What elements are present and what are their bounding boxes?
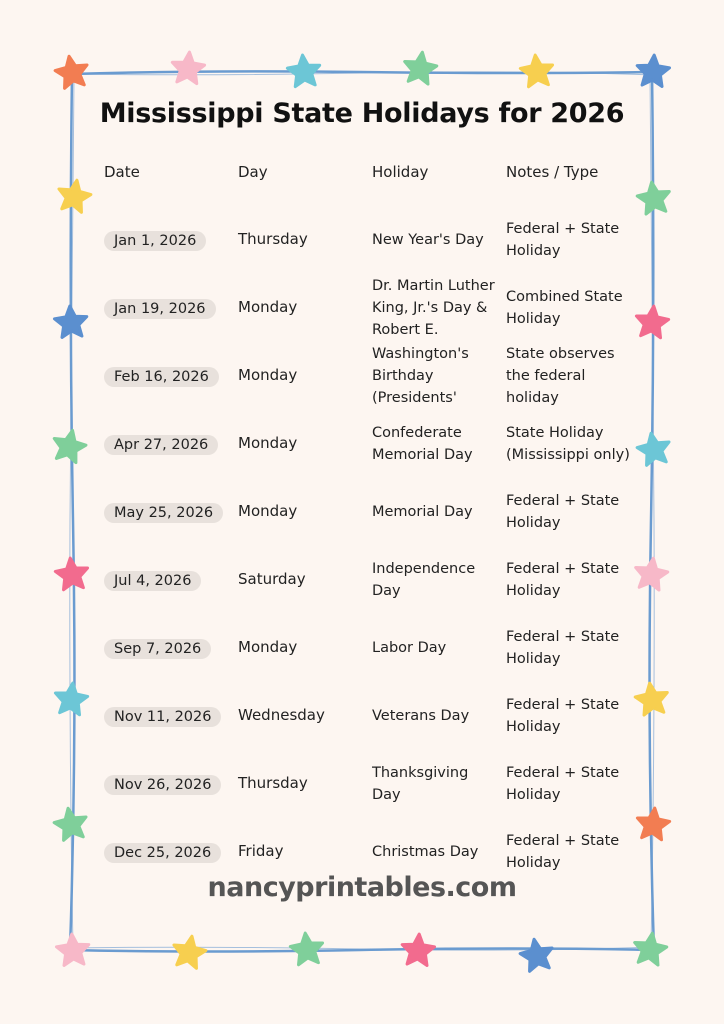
table-row (0, 346, 724, 406)
table-row (0, 686, 724, 746)
notes-cell (506, 754, 630, 814)
notes-text: Combined State Holiday (506, 289, 623, 327)
holiday-name: Memorial Day (372, 504, 473, 520)
day-cell: Saturday (238, 570, 306, 588)
date-pill: Jul 4, 2026 (104, 571, 201, 591)
table-row (0, 210, 724, 270)
table-row (0, 550, 724, 610)
holiday-cell (372, 686, 500, 746)
star-icon (289, 931, 324, 965)
table-row (0, 414, 724, 474)
date-pill: Jan 1, 2026 (104, 231, 206, 251)
holiday-name: Labor Day (372, 640, 447, 656)
star-icon (402, 50, 438, 85)
notes-cell (506, 346, 630, 406)
star-icon (56, 177, 93, 213)
day-cell: Thursday (238, 230, 308, 248)
date-pill: Dec 25, 2026 (104, 843, 221, 863)
page-title: Mississippi State Holidays for 2026 (99, 98, 625, 129)
notes-text: Federal + State Holiday (506, 833, 620, 871)
notes-text: State observes the federal holiday (506, 346, 615, 406)
day-cell: Monday (238, 638, 298, 656)
date-pill: Feb 16, 2026 (104, 367, 219, 387)
holiday-name: New Year's Day (372, 232, 484, 248)
holiday-cell (372, 414, 500, 474)
holiday-name: Thanksgiving Day (372, 765, 469, 803)
header-holiday: Holiday (372, 163, 429, 181)
day-cell: Thursday (238, 774, 308, 792)
date-pill: Apr 27, 2026 (104, 435, 218, 455)
table-row (0, 754, 724, 814)
date-pill: May 25, 2026 (104, 503, 223, 523)
star-icon (636, 54, 670, 87)
date-pill: Nov 26, 2026 (104, 775, 221, 795)
notes-text: Federal + State Holiday (506, 697, 620, 735)
holiday-cell (372, 754, 500, 814)
holiday-cell (372, 278, 500, 338)
star-icon (53, 53, 90, 89)
holiday-cell (372, 482, 500, 542)
day-cell: Monday (238, 298, 298, 316)
holiday-cell (372, 550, 500, 610)
day-cell: Friday (238, 842, 284, 860)
notes-cell (506, 618, 630, 678)
table-row (0, 482, 724, 542)
star-icon (518, 936, 555, 972)
notes-text: Federal + State Holiday (506, 629, 620, 667)
day-cell: Monday (238, 434, 298, 452)
header-notes: Notes / Type (506, 163, 599, 181)
header-date: Date (104, 163, 140, 181)
notes-text: Federal + State Holiday (506, 493, 620, 531)
holiday-name: Veterans Day (372, 708, 470, 724)
holiday-cell (372, 618, 500, 678)
notes-text: Federal + State Holiday (506, 221, 620, 259)
site-footer: nancyprintables.com (207, 872, 517, 903)
table-row (0, 618, 724, 678)
star-icon (519, 53, 554, 87)
holiday-name: Christmas Day (372, 844, 479, 860)
holiday-cell (372, 346, 500, 406)
star-icon (171, 51, 206, 85)
notes-cell (506, 686, 630, 746)
notes-text: State Holiday (Mississippi only) (506, 425, 630, 463)
day-cell: Monday (238, 502, 298, 520)
day-cell: Wednesday (238, 706, 325, 724)
holiday-name: Washington's Birthday (Presidents' (372, 346, 469, 406)
date-pill: Sep 7, 2026 (104, 639, 211, 659)
header-day: Day (238, 163, 268, 181)
holiday-name: Independence Day (372, 561, 476, 599)
notes-cell (506, 550, 630, 610)
notes-cell (506, 414, 630, 474)
notes-text: Federal + State Holiday (506, 765, 620, 803)
holiday-name: Dr. Martin Luther King, Jr.'s Day & Robert E. (372, 278, 495, 338)
star-icon (286, 54, 321, 88)
date-pill: Nov 11, 2026 (104, 707, 221, 727)
table-row (0, 278, 724, 338)
notes-cell (506, 482, 630, 542)
star-icon (56, 933, 90, 966)
date-pill: Jan 19, 2026 (104, 299, 216, 319)
day-cell: Monday (238, 366, 298, 384)
holiday-cell (372, 210, 500, 270)
holiday-name: Confederate Memorial Day (372, 425, 473, 463)
notes-cell (506, 278, 630, 338)
star-icon (401, 933, 435, 966)
notes-text: Federal + State Holiday (506, 561, 620, 599)
notes-cell (506, 210, 630, 270)
